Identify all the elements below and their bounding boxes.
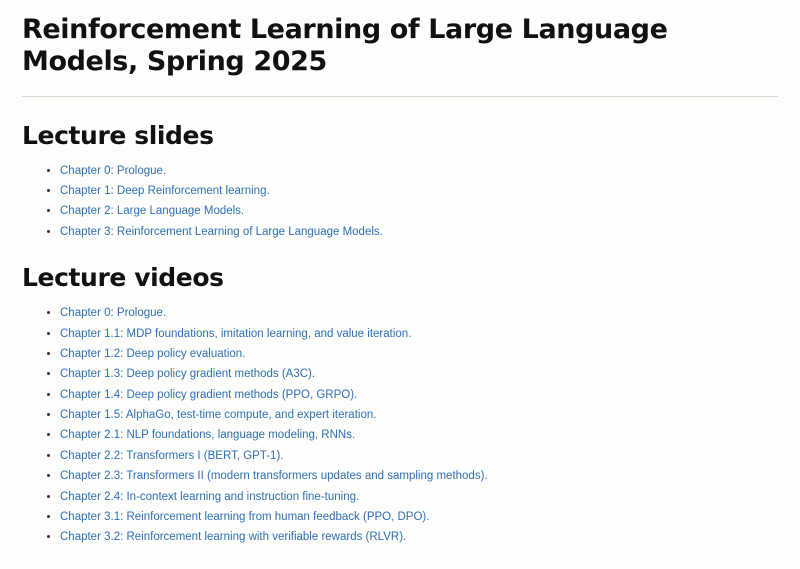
list-item (60, 510, 778, 524)
list-item (60, 306, 778, 320)
video-link-chapter-2-2[interactable]: Chapter 2.2: Transformers I (BERT, GPT-1). (60, 449, 284, 462)
video-link-chapter-1-1[interactable]: Chapter 1.1: MDP foundations, imitation learning, and value iteration. (60, 327, 412, 340)
list-item (60, 408, 778, 422)
list-item (60, 428, 778, 442)
list-item (60, 164, 778, 178)
lecture-videos-list (22, 306, 778, 545)
list-item (60, 347, 778, 361)
video-link-chapter-3-2[interactable]: Chapter 3.2: Reinforcement learning with verifiable rewards (RLVR). (60, 531, 407, 544)
video-link-chapter-2-4[interactable]: Chapter 2.4: In-context learning and instruction fine-tuning. (60, 490, 360, 503)
list-item (60, 367, 778, 381)
list-item (60, 449, 778, 463)
slides-link-chapter-2[interactable]: Chapter 2: Large Language Models. (60, 205, 245, 218)
lecture-slides-list (22, 164, 778, 240)
section-lecture-slides (22, 121, 778, 240)
list-item (60, 225, 778, 239)
slides-link-chapter-0[interactable]: Chapter 0: Prologue. (60, 164, 167, 177)
list-item (60, 388, 778, 402)
slides-link-chapter-3[interactable]: Chapter 3: Reinforcement Learning of Large Language Models. (60, 225, 383, 238)
video-link-chapter-2-3[interactable]: Chapter 2.3: Transformers II (modern transformers updates and sampling methods). (60, 470, 488, 483)
title-divider (22, 96, 778, 97)
video-link-chapter-0[interactable]: Chapter 0: Prologue. (60, 307, 167, 320)
video-link-chapter-2-1[interactable]: Chapter 2.1: NLP foundations, language modeling, RNNs. (60, 429, 356, 442)
list-item (60, 469, 778, 483)
list-item (60, 530, 778, 544)
video-link-chapter-1-3[interactable]: Chapter 1.3: Deep policy gradient methods (A3C). (60, 368, 316, 381)
list-item (60, 490, 778, 504)
video-link-chapter-1-4[interactable]: Chapter 1.4: Deep policy gradient methods (PPO, GRPO). (60, 388, 358, 401)
list-item (60, 184, 778, 198)
slides-link-chapter-1[interactable]: Chapter 1: Deep Reinforcement learning. (60, 185, 270, 198)
list-item (60, 204, 778, 218)
section-lecture-videos (22, 263, 778, 545)
list-item (60, 327, 778, 341)
video-link-chapter-1-5[interactable]: Chapter 1.5: AlphaGo, test-time compute, and expert iteration. (60, 409, 377, 422)
page-title: Reinforcement Learning of Large Language Models, Spring 2025 (22, 14, 668, 77)
video-link-chapter-3-1[interactable]: Chapter 3.1: Reinforcement learning from human feedback (PPO, DPO). (60, 510, 430, 523)
section-heading-lecture-videos: Lecture videos (22, 263, 224, 293)
section-heading-lecture-slides: Lecture slides (22, 120, 214, 150)
video-link-chapter-1-2[interactable]: Chapter 1.2: Deep policy evaluation. (60, 347, 246, 360)
